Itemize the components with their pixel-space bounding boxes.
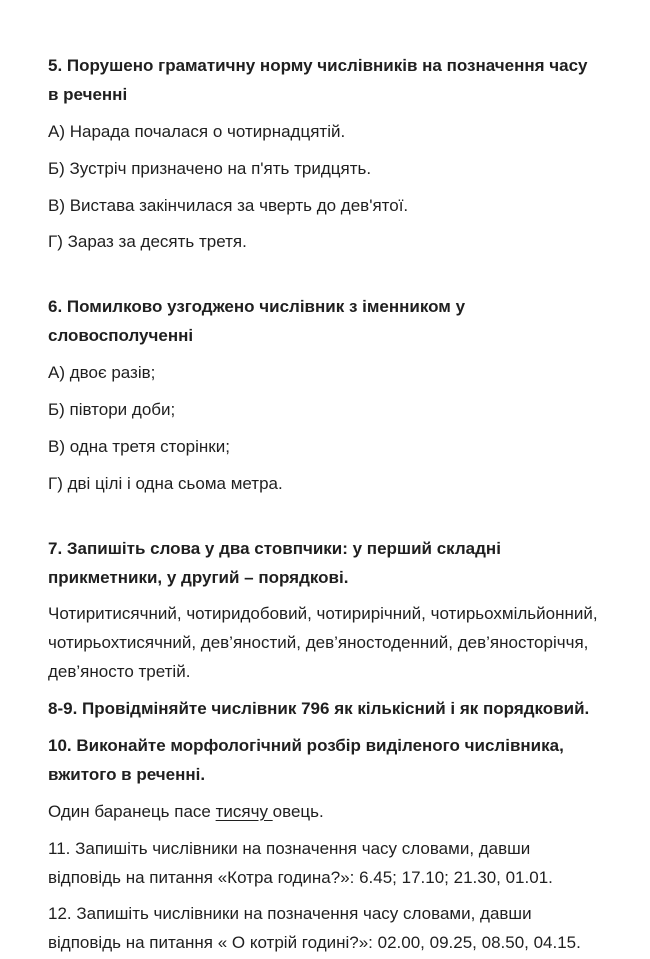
question-12-text: 12. Запишіть числівники на позначення часу словами, давши відповідь на питання « О котрій годині?»: 02.00, 09.25, 08.50, 04.15.	[48, 904, 581, 953]
question-5-option-g: Г) Зараз за десять третя.	[48, 232, 247, 252]
question-11	[48, 835, 602, 893]
question-8-9	[48, 695, 602, 724]
question-12	[48, 900, 602, 958]
question-7-word-list: Чотиритисячний, чотиридобовий, чотирирічний, чотирьохмільйонний, чотирьохтисячний, дев’яностий, дев’яностоденний, дев’яносторіччя, дев’яносто третій.	[48, 604, 598, 682]
question-6-option-a: А) двоє разів;	[48, 363, 156, 383]
question-10-heading: 10. Виконайте морфологічний розбір виділеного числівника, вжитого в реченні.	[48, 736, 564, 784]
sentence-after: овець.	[272, 801, 324, 821]
sentence-underlined-word: тисячу	[215, 801, 273, 821]
question-5-option-v: В) Вистава закінчилася за чверть до дев'ятої.	[48, 195, 409, 215]
question-6	[48, 293, 602, 498]
question-10-sentence	[48, 798, 602, 827]
question-6-option-g: Г) дві цілі і одна сьома метра.	[48, 473, 283, 493]
question-11-text: 11. Запишіть числівники на позначення часу словами, давши відповідь на питання «Котра година?»: 6.45; 17.10; 21.30, 01.01.	[48, 838, 553, 887]
question-7-heading: 7. Запишіть слова у два стовпчики: у перший складні прикметники, у другий – порядкові.	[48, 538, 501, 587]
question-5-option-a: А) Нарада почалася о чотирнадцятій.	[48, 121, 346, 141]
question-7	[48, 535, 602, 687]
question-5	[48, 52, 602, 257]
question-5-option-b: Б) Зустріч призначено на п'ять тридцять.	[48, 158, 372, 178]
question-5-heading: 5. Порушено граматичну норму числівників на позначення часу в реченні	[48, 56, 588, 104]
question-6-option-b: Б) півтори доби;	[48, 400, 176, 420]
question-6-heading: 6. Помилково узгоджено числівник з іменником у словосполученні	[48, 297, 466, 346]
question-6-option-v: В) одна третя сторінки;	[48, 436, 230, 456]
sentence-before: Один баранець пасе	[48, 801, 216, 821]
question-10	[48, 732, 602, 827]
question-8-9-heading: 8-9. Провідміняйте числівник 796 як кількісний і як порядковий.	[48, 699, 590, 719]
